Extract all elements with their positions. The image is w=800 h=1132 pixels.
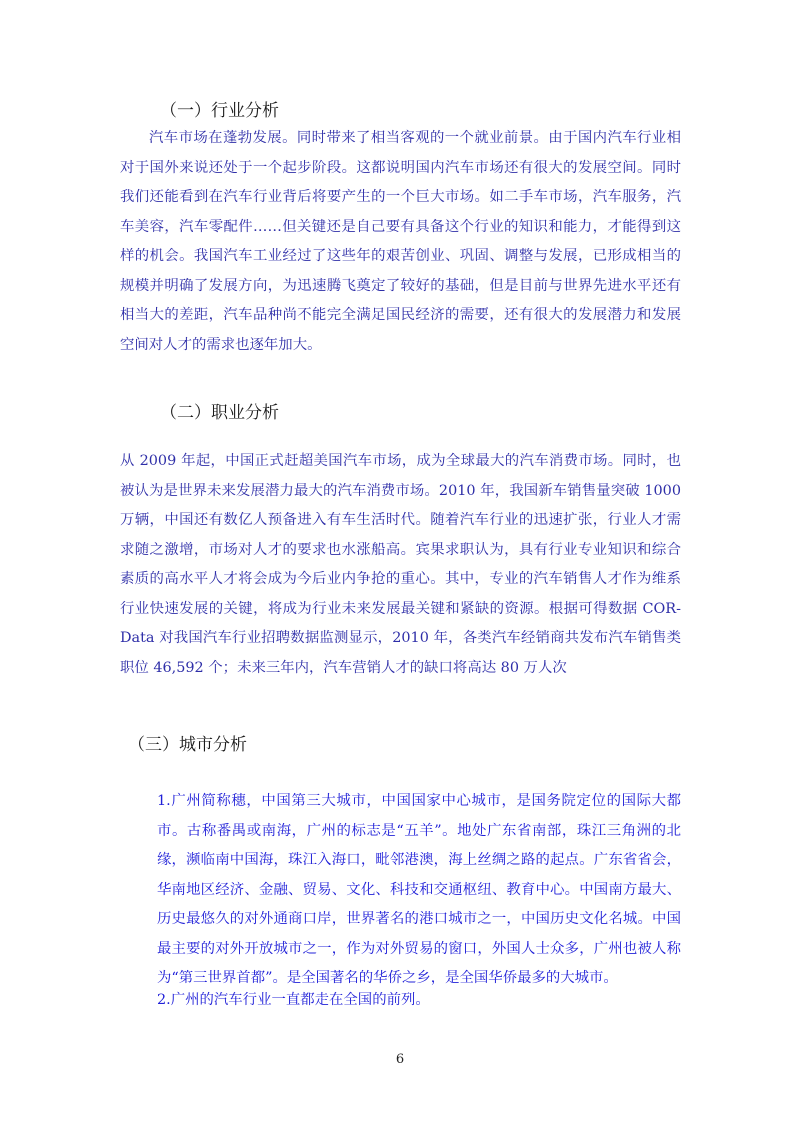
career-paragraph	[120, 447, 681, 683]
page-number: 6	[395, 1052, 405, 1067]
city-paragraph-1	[157, 787, 681, 994]
city-item-1: 1.广州简称穗，中国第三大城市，中国国家中心城市，是国务院定位的国际大都市。古称番禺或南海，广州的标志是“五羊”。地处广东省南部，珠江三角洲的北缘，濒临南中国海，珠江入海口，毗邻港澳，海上丝绸之路的起点。广东省省会，华南地区经济、金融、贸易、文化、科技和交通枢纽、教育中心。中国南方最大、历史最悠久的对外通商口岸，世界著名的港口城市之一，中国历史文化名城。中国最主要的对外开放城市之一，作为对外贸易的窗口，外国人士众多，广州也被人称为“第三世界首都”。是全国著名的华侨之乡，是全国华侨最多的大城市。	[157, 793, 681, 986]
career-text: 从 2009 年起，中国正式赶超美国汽车市场，成为全球最大的汽车消费市场。同时，也被认为是世界未来发展潜力最大的汽车消费市场。2010 年，我国新车销售量突破 1000 万辆，中国还有数亿人预备进入有车生活时代。随着汽车行业的迅速扩张，行业人才需求随之激增，市场对人才的要求也水涨船高。宾果求职认为，具有行业专业知识和综合素质的高水平人才将会成为今后业内争抢的重心。其中，专业的汽车销售人才作为维系行业快速发展的关键，将成为行业未来发展最关键和紧缺的资源。根据可得数据 COR-Data 对我国汽车行业招聘数据监测显示，2010 年，各类汽车经销商共发布汽车销售类职位 46,592 个；未来三年内，汽车营销人才的缺口将高达 80 万人次	[120, 453, 681, 676]
city-paragraph-2	[157, 986, 681, 1016]
industry-text: 汽车市场在蓬勃发展。同时带来了相当客观的一个就业前景。由于国内汽车行业相对于国外来说还处于一个起步阶段。这都说明国内汽车市场还有很大的发展空间。同时我们还能看到在汽车行业背后将要产生的一个巨大市场。如二手车市场，汽车服务，汽车美容，汽车零配件……但关键还是自己要有具备这个行业的知识和能力，才能得到这样的机会。我国汽车工业经过了这些年的艰苦创业、巩固、调整与发展，已形成相当的规模并明确了发展方向，为迅速腾飞奠定了较好的基础，但是目前与世界先进水平还有相当大的差距，汽车品种尚不能完全满足国民经济的需要，还有很大的发展潜力和发展空间对人才的需求也逐年加大。	[120, 130, 681, 353]
industry-paragraph	[120, 124, 681, 360]
section-heading-city: （三）城市分析	[128, 735, 247, 755]
section-heading-industry: （一）行业分析	[160, 101, 279, 121]
city-item-2: 2.广州的汽车行业一直都走在全国的前列。	[157, 992, 430, 1008]
section-heading-career: （二）职业分析	[160, 403, 279, 423]
